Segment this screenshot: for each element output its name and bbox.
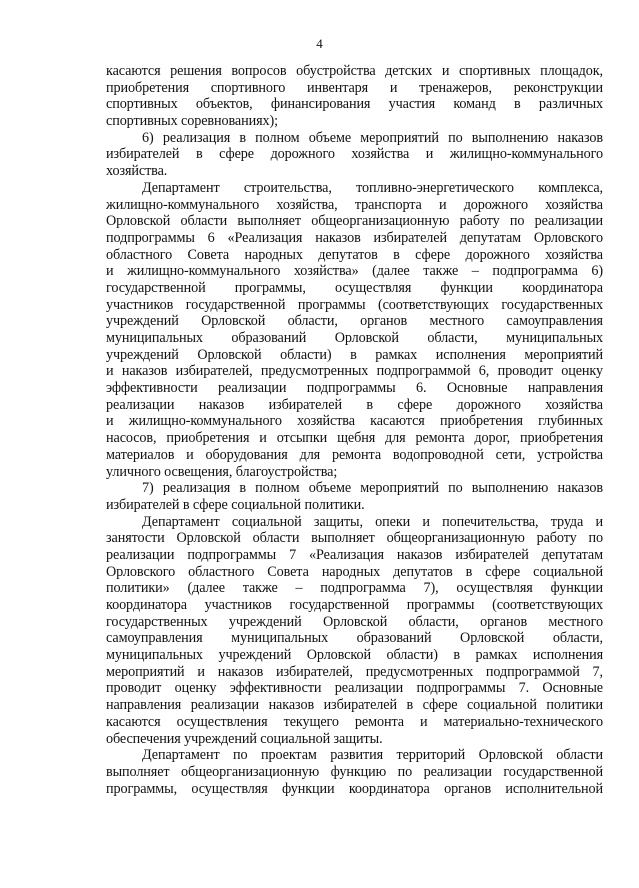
text-line: Орловского областного Совета народных депутатов в сфере социальной [106, 563, 603, 580]
text-line: хозяйства. [106, 163, 168, 180]
text-line: 6) реализация в полном объеме мероприятий по выполнению наказов [142, 129, 603, 146]
text-line: выполняет общеорганизационную функцию по реализации государственной [106, 763, 603, 780]
text-line: жилищно-коммунального хозяйства, транспорта и дорожного хозяйства [106, 196, 603, 213]
text-line: Департамент строительства, топливно-энергетического комплекса, [142, 179, 603, 196]
text-line: и жилищно-коммунального хозяйства касаются приобретения глубинных [106, 413, 603, 430]
text-line: государственных учреждений Орловской области, органов местного [106, 613, 603, 630]
text-line: проводит оценку эффективности реализации подпрограммы 7. Основные [106, 680, 603, 697]
body-text [106, 63, 603, 797]
text-line: реализации наказов избирателей в сфере дорожного хозяйства [106, 396, 603, 413]
text-line: избирателей в сфере дорожного хозяйства и жилищно-коммунального [106, 146, 603, 163]
text-line: уличного освещения, благоустройства; [106, 463, 338, 480]
text-line: координатора участников государственной программы (соответствующих [106, 597, 603, 613]
text-line: направления реализации наказов избирателей в сфере социальной политики [106, 697, 603, 714]
text-line: спортивных объектов, финансирования участия команд в различных [106, 96, 603, 113]
text-line: участников государственной программы (соответствующих государственных [106, 296, 603, 313]
text-line: насосов, приобретения и отсыпки щебня для ремонта дорог, приобретения [106, 430, 603, 447]
text-line: Департамент по проектам развития территорий Орловской области [142, 747, 603, 764]
text-line: муниципальных учреждений Орловской области) в рамках исполнения [106, 647, 603, 664]
text-line: муниципальных образований Орловской области, муниципальных [106, 330, 603, 346]
text-line: материалов и оборудования для ремонта водопроводной сети, устройства [106, 446, 603, 463]
text-line: и жилищно-коммунального хозяйства» (далее также – подпрограмма 6) [106, 263, 603, 280]
text-line: избирателей в сфере социальной политики. [106, 496, 365, 513]
text-line: спортивных соревнованиях); [106, 113, 278, 130]
text-line: и наказов избирателей, предусмотренных подпрограммой 6, проводит оценку [106, 363, 603, 380]
text-line: Департамент социальной защиты, опеки и попечительства, труда и [142, 513, 603, 530]
text-line: подпрограммы 6 «Реализация наказов избирателей депутатам Орловского [106, 229, 603, 246]
text-line: государственной программы, осуществляя функции координатора [106, 279, 603, 296]
text-line: приобретения спортивного инвентаря и тренажеров, реконструкции [106, 79, 603, 96]
text-line: самоуправления муниципальных образований Орловской области, [106, 630, 603, 647]
text-line: политики» (далее также – подпрограмма 7), осуществляя функции [106, 580, 603, 597]
text-line: учреждений Орловской области, органов местного самоуправления [106, 313, 603, 330]
text-line: учреждений Орловской области) в рамках исполнения мероприятий [106, 346, 603, 363]
text-line: обеспечения учреждений социальной защиты. [106, 730, 383, 747]
text-line: Орловской области выполняет общеорганизационную работу по реализации [106, 213, 603, 230]
text-line: реализации подпрограммы 7 «Реализация наказов избирателей депутатам [106, 546, 603, 563]
page-number: 4 [316, 36, 323, 51]
text-line: программы, осуществляя функции координатора органов исполнительной [106, 780, 603, 797]
text-line: 7) реализация в полном объеме мероприятий по выполнению наказов [142, 480, 603, 497]
text-line: занятости Орловской области выполняет общеорганизационную работу по [106, 530, 603, 547]
text-line: областного Совета народных депутатов в сфере дорожного хозяйства [106, 246, 603, 263]
text-line: эффективности реализации подпрограммы 6. Основные направления [106, 380, 603, 397]
text-line: касаются решения вопросов обустройства детских и спортивных площадок, [106, 63, 603, 79]
text-line: мероприятий и наказов избирателей, предусмотренных подпрограммой 7, [106, 663, 603, 680]
text-line: касаются осуществления текущего ремонта и материально-технического [106, 713, 603, 730]
